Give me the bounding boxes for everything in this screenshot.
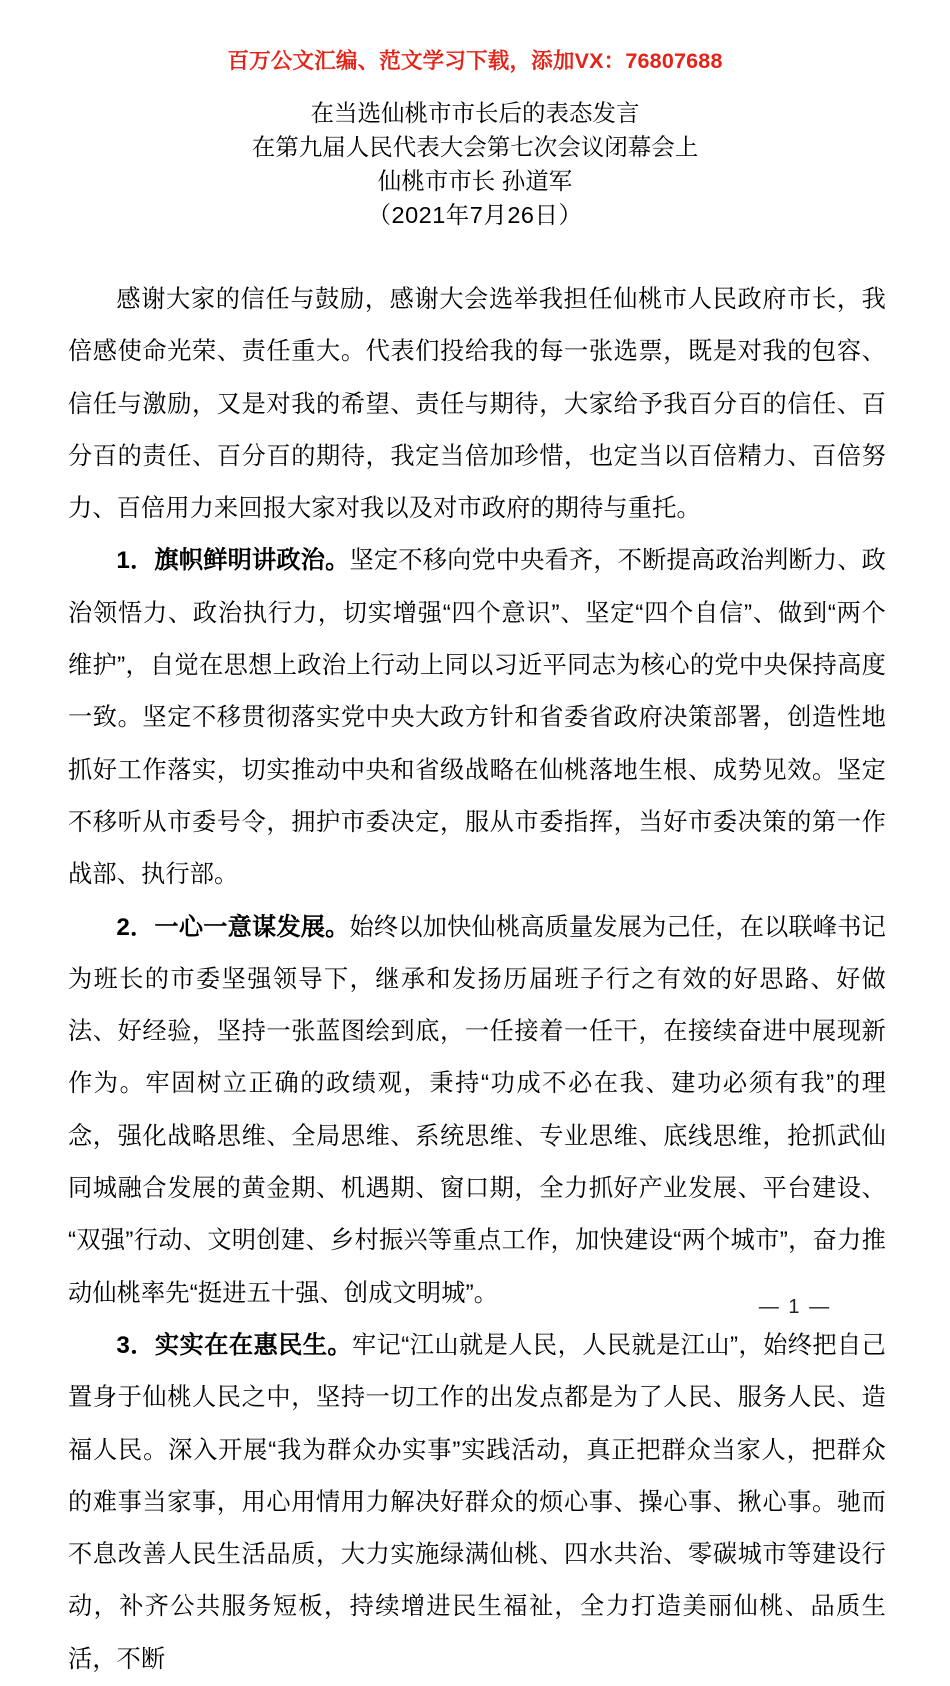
paragraph-lead: 2．一心一意谋发展。 [116, 913, 350, 941]
promo-banner-text: 百万公文汇编、范文学习下载，添加VX：76807688 [227, 49, 723, 73]
paragraph-section-2 [68, 902, 886, 1320]
title-line-1: 在当选仙桃市市长后的表态发言 [310, 100, 640, 126]
paragraph-lead: 3．实实在在惠民生。 [116, 1331, 352, 1359]
paragraph-section-3 [68, 1320, 886, 1686]
page-footer [0, 1296, 950, 1319]
paragraph-text: 始终以加快仙桃高质量发展为己任，在以联峰书记为班长的市委坚强领导下，继承和发扬历届班子行之有效的好思路、好做法、好经验，坚持一张蓝图绘到底，一任接着一任干，在接续奋进中展现新作为。牢固树立正确的政绩观，秉持“功成不必在我、建功必须有我”的理念，强化战略思维、全局思维、系统思维、专业思维、底线思维，抢抓武仙同城融合发展的黄金期、机遇期、窗口期，全力抓好产业发展、平台建设、“双强”行动、文明创建、乡村振兴等重点工作，加快建设“两个城市”，奋力推动仙桃率先“挺进五十强、创成文明城”。 [68, 913, 886, 1307]
paragraph-text: 坚定不移向党中央看齐，不断提高政治判断力、政治领悟力、政治执行力，切实增强“四个意识”、坚定“四个自信”、做到“两个维护”，自觉在思想上政治上行动上同以习近平同志为核心的党中央保持高度一致。坚定不移贯彻落实党中央大政方针和省委省政府决策部署，创造性地抓好工作落实，切实推动中央和省级战略在仙桃落地生根、成势见效。坚定不移听从市委号令，拥护市委决定，服从市委指挥，当好市委决策的第一作战部、执行部。 [68, 547, 886, 889]
paragraph-intro [68, 274, 886, 535]
paragraph-text: 牢记“江山就是人民，人民就是江山”，始终把自己置身于仙桃人民之中，坚持一切工作的出发点都是为了人民、服务人民、造福人民。深入开展“我为群众办实事”实践活动，真正把群众当家人，把群众的难事当家事，用心用情用力解决好群众的烦心事、操心事、揪心事。驰而不息改善人民生活品质，大力实施绿满仙桃、四水共治、零碳城市等建设行动，补齐公共服务短板，持续增进民生福祉，全力打造美丽仙桃、品质生活，不断 [68, 1331, 887, 1673]
document-body [68, 274, 886, 1686]
page-number: — 1 — [758, 1296, 832, 1318]
paragraph-lead: 1．旗帜鲜明讲政治。 [116, 547, 350, 575]
title-line-3: 仙桃市市长 孙道军 [377, 168, 573, 194]
title-line-date: （2021年7月26日） [367, 202, 583, 228]
paragraph-text: 感谢大家的信任与鼓励，感谢大会选举我担任仙桃市人民政府市长，我倍感使命光荣、责任重大。代表们投给我的每一张选票，既是对我的包容、信任与激励，又是对我的希望、责任与期待，大家给予我百分百的信任、百分百的责任、百分百的期待，我定当倍加珍惜，也定当以百倍精力、百倍努力、百倍用力来回报大家对我以及对市政府的期待与重托。 [68, 286, 886, 523]
document-title-block [0, 96, 950, 232]
paragraph-section-1 [68, 535, 886, 901]
title-line-2: 在第九届人民代表大会第七次会议闭幕会上 [251, 134, 699, 160]
